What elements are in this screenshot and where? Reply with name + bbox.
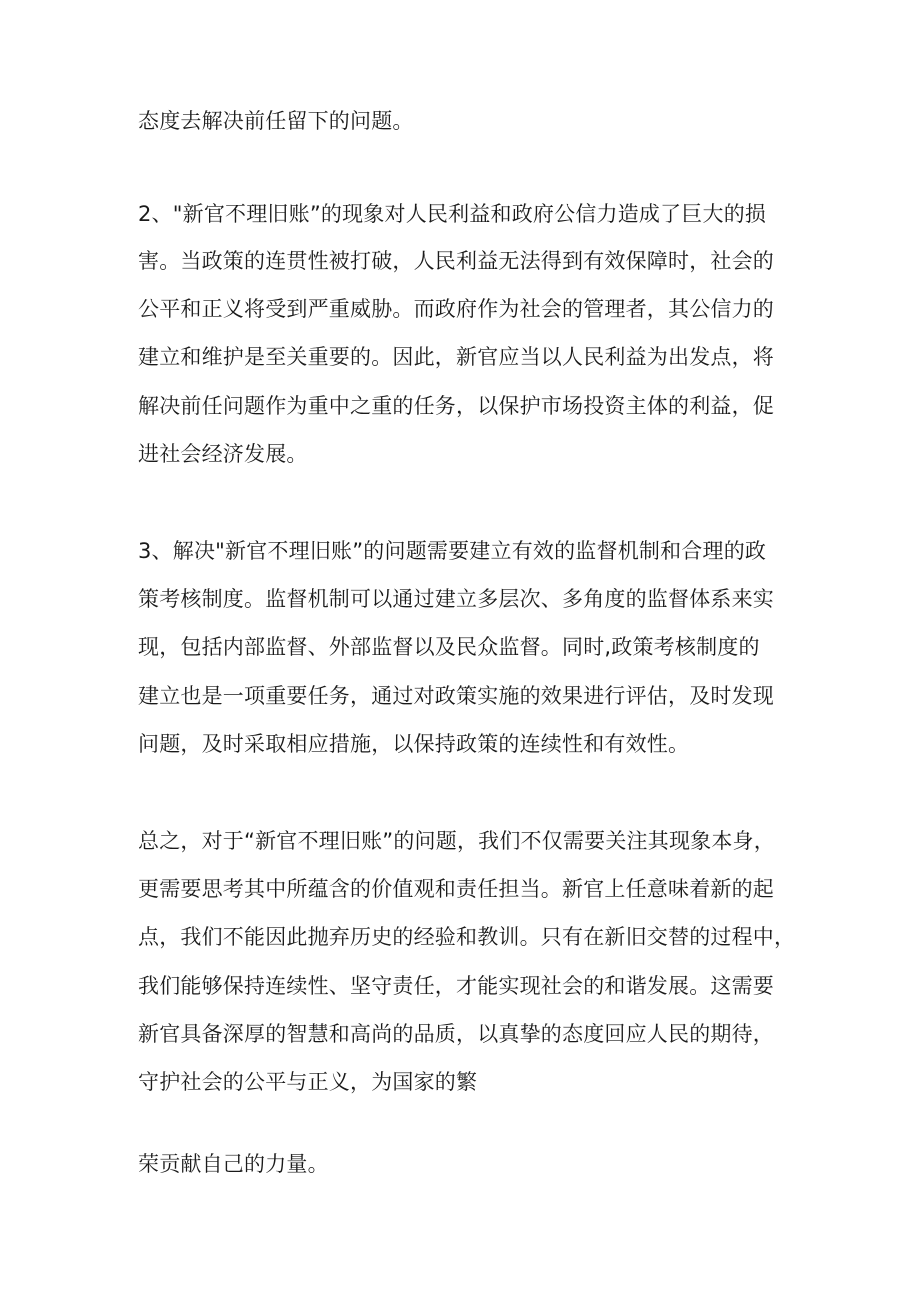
paragraph-line: 总之，对于“新官不理旧账”的问题，我们不仅需要关注其现象本身，: [138, 829, 775, 853]
paragraph-line: 建立也是一项重要任务，通过对政策实施的效果进行评估，及时发现: [138, 684, 774, 708]
paragraph-line: 点，我们不能因此抛弃历史的经验和教训。只有在新旧交替的过程中，: [138, 925, 796, 949]
paragraph-line: 公平和正义将受到严重威胁。而政府作为社会的管理者，其公信力的: [138, 297, 774, 321]
paragraph-line: 害。当政策的连贯性被打破，人民利益无法得到有效保障时，社会的: [138, 249, 774, 273]
paragraph-line: 守护社会的公平与正义，为国家的繁: [138, 1070, 478, 1094]
paragraph-line: 更需要思考其中所蕴含的价值观和责任担当。新官上任意味着新的起: [138, 877, 774, 901]
paragraph-line: 现，包括内部监督、外部监督以及民众监督。同时,政策考核制度的: [138, 635, 760, 659]
paragraph-line: 态度去解决前任留下的问题。: [138, 109, 414, 133]
paragraph-line: 建立和维护是至关重要的。因此，新官应当以人民利益为出发点，将: [138, 345, 774, 369]
paragraph-line: 问题，及时采取相应措施，以保持政策的连续性和有效性。: [138, 732, 690, 756]
paragraph-line: 2、"新官不理旧账”的现象对人民利益和政府公信力造成了巨大的损: [138, 202, 767, 226]
paragraph-line: 解决前任问题作为重中之重的任务，以保护市场投资主体的利益，促: [138, 394, 774, 418]
paragraph-line: 我们能够保持连续性、坚守责任，才能实现社会的和谐发展。这需要: [138, 974, 774, 998]
paragraph-line: 荣贡献自己的力量。: [138, 1152, 329, 1176]
paragraph-line: 3、解决"新官不理旧账”的问题需要建立有效的监督机制和合理的政: [138, 539, 767, 563]
paragraph-line: 策考核制度。监督机制可以通过建立多层次、多角度的监督体系来实: [138, 587, 774, 611]
paragraph-line: 新官具备深厚的智慧和高尚的品质，以真挚的态度回应人民的期待，: [138, 1022, 774, 1046]
paragraph-line: 进社会经济发展。: [138, 442, 308, 466]
